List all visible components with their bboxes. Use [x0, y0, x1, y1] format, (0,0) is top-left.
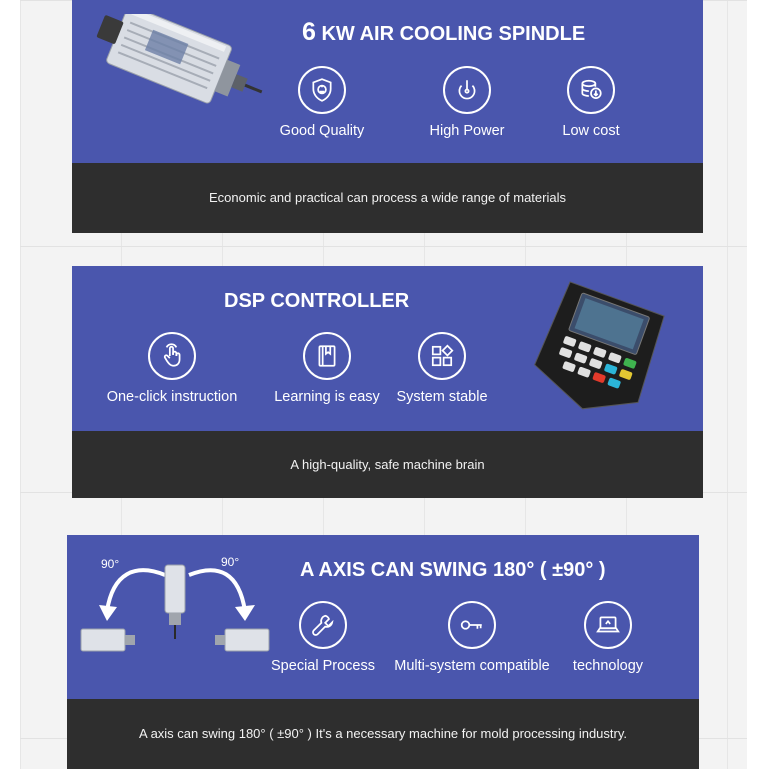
- feature-label: Learning is easy: [274, 389, 380, 405]
- feature-label: technology: [572, 658, 644, 674]
- swing-axis-diagram: [75, 553, 275, 678]
- swing-axis-title: A AXIS CAN SWING 180° ( ±90° ): [300, 559, 606, 581]
- feature-label: One-click instruction: [106, 389, 238, 405]
- spindle-panel: [72, 0, 703, 233]
- feature-label: Low cost: [562, 123, 620, 139]
- feature-label: High Power: [429, 123, 505, 139]
- swing-axis-description-bar: [67, 699, 699, 769]
- feature-low-cost: [536, 66, 646, 139]
- feature-learning-easy: [262, 332, 392, 405]
- feature-good-quality: [267, 66, 377, 139]
- spindle-motor-image: [76, 14, 266, 149]
- shield-icon: [298, 66, 346, 114]
- controller-title: DSP CONTROLLER: [224, 290, 410, 312]
- spindle-title: [302, 18, 585, 47]
- power-icon: [443, 66, 491, 114]
- spindle-description-bar: [72, 163, 703, 233]
- feature-label: Special Process: [271, 658, 375, 674]
- controller-description: A high-quality, safe machine brain: [290, 457, 485, 472]
- swing-axis-description: A axis can swing 180° ( ±90° ) It's a necessary machine for mold processing industry.: [139, 726, 627, 741]
- laptop-icon: [584, 601, 632, 649]
- coins-icon: [567, 66, 615, 114]
- feature-label: Good Quality: [279, 123, 365, 139]
- pointer-hand-icon: [148, 332, 196, 380]
- spindle-description: Economic and practical can process a wide range of materials: [209, 190, 566, 205]
- feature-high-power: [412, 66, 522, 139]
- feature-label: System stable: [396, 389, 488, 405]
- book-icon: [303, 332, 351, 380]
- feature-technology: [553, 601, 663, 674]
- spindle-title-number: 6: [302, 18, 316, 46]
- feature-label: Multi-system compatible: [394, 658, 550, 674]
- spindle-title-text: KW AIR COOLING SPINDLE: [321, 23, 586, 45]
- right-angle-label: 90°: [221, 555, 240, 569]
- feature-multi-system: [387, 601, 557, 674]
- left-angle-label: 90°: [101, 557, 120, 571]
- dsp-controller-image: [520, 276, 680, 421]
- feature-one-click: [97, 332, 247, 405]
- feature-system-stable: [382, 332, 502, 405]
- blocks-icon: [418, 332, 466, 380]
- swing-axis-panel: [67, 535, 699, 769]
- controller-description-bar: [72, 431, 703, 498]
- feature-special-process: [263, 601, 383, 674]
- key-icon: [448, 601, 496, 649]
- controller-panel: [72, 266, 703, 498]
- wrench-icon: [299, 601, 347, 649]
